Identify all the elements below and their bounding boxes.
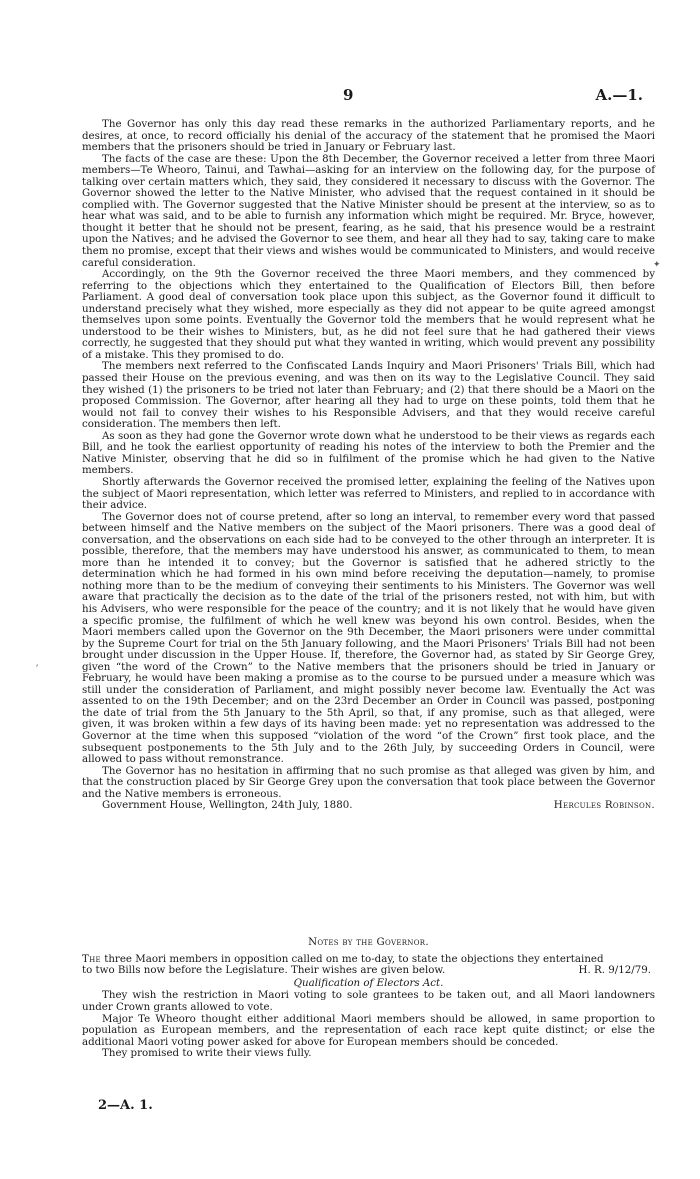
signature-mark: 2—A. 1. — [98, 1098, 153, 1113]
paragraph: The Governor has no hesitation in affirming that no such promise as that alleged was given by him, and that the construction placed by Sir George Grey upon the conversation that took place between the Governor and the Native members is erroneous. — [82, 764, 655, 800]
notes-opening-cont — [82, 965, 655, 977]
signatory-name: Hercules Robinson. — [553, 799, 655, 812]
memorandum-body — [82, 119, 655, 812]
paragraph: The members next referred to the Confiscated Lands Inquiry and Maori Prisoners' Trials Bill, which had passed their House on the previous evening, and was then on its way to the Legislative Council. They said they wished (1) the prisoners to be tried not later than February; and (2) that there should be a Maori on the proposed Commission. The Governor, after hearing all they had to urge on these points, told them that he would not fail to convey their wishes to his Responsible Advisers, and that they would receive careful consideration. The members then left. — [82, 360, 655, 431]
paragraph: They promised to write their views fully. — [102, 1047, 312, 1060]
notes-title: Notes by the Governor. — [308, 936, 429, 948]
notes-opening-text: The three Maori members in opposition called on me to-day, to state the objections they entertained — [82, 952, 604, 965]
notes-section — [82, 937, 655, 1060]
paragraph: As soon as they had gone the Governor wrote down what he understood to be their views as regards each Bill, and he took the earliest opportunity of reading his notes of the interview to both the Premier and the Native Minister, observing that he did so in fulfilment of the promise which he had given to the Native members. — [82, 429, 655, 477]
notes-initials-date: H. R. 9/12/79. — [578, 964, 651, 977]
document-reference: A.—1. — [595, 86, 643, 104]
paragraph: Shortly afterwards the Governor received the promised letter, explaining the feeling of the Natives upon the subject of Maori representation, which letter was referred to Ministers, and replied to in accordance with their advice. — [82, 475, 655, 512]
margin-mark: ✦ — [653, 260, 661, 270]
notes-subheading: Qualification of Electors Act. — [293, 976, 444, 989]
paragraph: Major Te Wheoro thought either additional Maori members should be allowed, in same proportion to population as European members, and the representation of each race kept quite distinct; or else the additional Maori voting power asked for above for European members should be conceded. — [82, 1012, 655, 1048]
paragraph: They wish the restriction in Maori voting to sole grantees to be taken out, and all Maori landowners under Crown grants allowed to vote. — [82, 989, 655, 1013]
page-number: 9 — [343, 86, 354, 104]
paragraph: The facts of the case are these: Upon the 8th December, the Governor received a letter from three Maori members—Te Wheoro, Tainui, and Tawhai—asking for an interview on the following day, for the purpose of talking over certain matters which, they said, they considered it necessary to discuss with the Governor. The Governor showed the letter to the Native Minister, who advised that the request contained in it should be complied with. The Governor suggested that the Native Minister should be present at the interview, so as to hear what was said, and to be able to furnish any information which might be required. Mr. Bryce, however, thought it better that he should not be present, fearing, as he said, that his presence would be a restraint upon the Natives; and he advised the Governor to see them, and hear all they had to say, taking care to make them no promise, except that their views and wishes would be communicated to Ministers, and would receive careful consideration. — [82, 152, 655, 269]
margin-mark: ⸴ — [36, 660, 39, 670]
paragraph: The Governor has only this day read these remarks in the authorized Parliamentary reports, and he desires, at once, to record officially his denial of the accuracy of the statement that he promised the Maori members that the prisoners should be tried in January or February last. — [82, 118, 655, 154]
paragraph: Accordingly, on the 9th the Governor received the three Maori members, and they commenced by referring to the objections which they entertained to the Qualification of Electors Bill, then before Parliament. A good deal of conversation took place upon this subject, as the Governor found it difficult to understand precisely what they wished, more especially as they did not appear to be quite agreed amongst themselves upon some points. Eventually the Governor told the members that he would represent what he understood to be their wishes to Ministers, but, as he did not feel sure that he had gathered their views correctly, he suggested that they should put what they wanted in writing, which would prevent any possibility of a mistake. This they promised to do. — [82, 268, 655, 361]
notes-lead-word: The — [82, 952, 101, 965]
paragraph: The Governor does not of course pretend, after so long an interval, to remember every word that passed between himself and the Native members on the subject of the Maori prisoners. There was a good deal of conversation, and the observations on each side had to be conveyed to the other through an interpreter. It is possible, therefore, that the members may have understood his answer, as communicated to them, to mean more than he intended it to convey; but the Governor is satisfied that he adhered strictly to the determination which he had formed in his own mind before receiving the deputation—namely, to promise nothing more than to be the medium of conveying their sentiments to his Ministers. The Governor was well aware that practically the decision as to the date of the trial of the prisoners rested, not with him, but with his Advisers, who were responsible for the peace of the country; and it is not likely that he would have given a specific promise, the fulfilment of which he well knew was beyond his own control. Besides, when the Maori members called upon the Governor on the 9th December, the Maori prisoners were under committal by the Supreme Court for trial on the 5th January following, and the Maori Prisoners' Trials Bill had not been brought under discussion in the Upper House. If, therefore, the Governor had, as stated by Sir George Grey, given “the word of the Crown” to the Native members that the prisoners should be tried in January or February, he would have been making a promise as to the course to be pursued under a measure which was still under the consideration of Parliament, and might possibly never become law. Eventually the Act was assented to on the 19th December; and on the 23rd December an Order in Council was passed, postponing the date of trial from the 5th January to the 5th April, so that, if any promise, such as that alleged, were given, it was broken within a few days of its having been made: yet no representation was addressed to the Governor at the time when this supposed “violation of the word “of the Crown” first took place, and the subsequent postponements to the 5th July and to the 26th July, by succeeding Orders in Council, were allowed to pass without remonstrance. — [82, 510, 655, 766]
signature-line — [82, 800, 655, 812]
notes-opening-text-2: to two Bills now before the Legislature. Their wishes are given below. — [82, 964, 446, 977]
signature-place-date: Government House, Wellington, 24th July, 1880. — [102, 799, 353, 812]
